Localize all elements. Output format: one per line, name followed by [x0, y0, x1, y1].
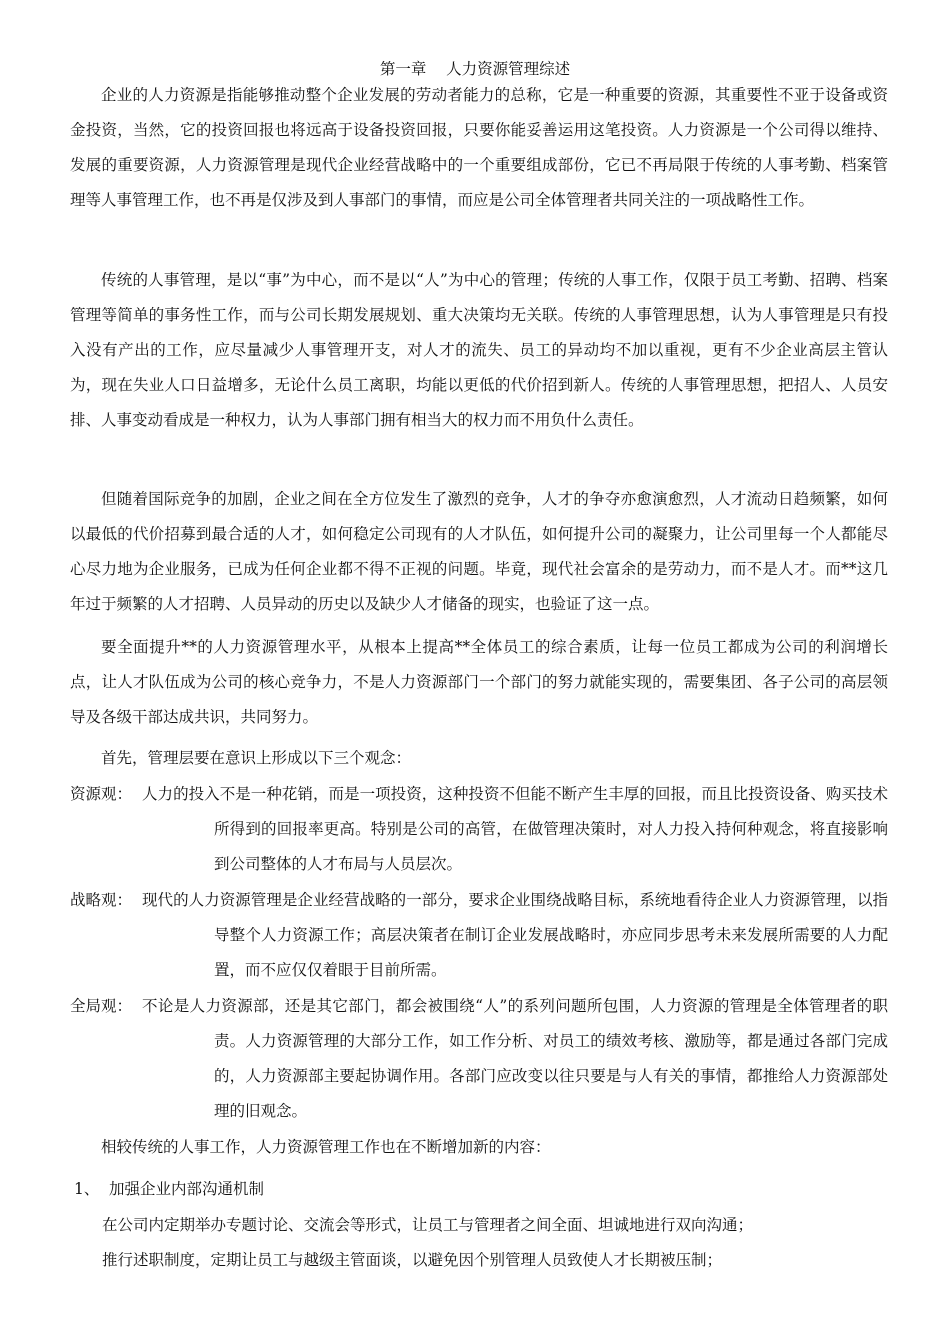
concept-text: 人力的投入不是一种花销，而是一项投资，这种投资不但能不断产生丰厚的回报，而且比投资设备、购买技术所得到的回报率更高。特别是公司的高管，在做管理决策时，对人力投入持何种观念，将直接影响到公司整体的人才布局与人员层次。 [142, 785, 888, 873]
paragraph-goal: 要全面提升**的人力资源管理水平，从根本上提高**全体员工的综合素质，让每一位员工都成为公司的利润增长点，让人才队伍成为公司的核心竞争力，不是人力资源部门一个部门的努力就能实现的，需要集团、各子公司的高层领导及各级干部达成共识，共同努力。 [70, 638, 888, 726]
paragraph-competition: 但随着国际竞争的加剧，企业之间在全方位发生了激烈的竞争，人才的争夺亦愈演愈烈，人才流动日趋频繁，如何以最低的代价招募到最合适的人才，如何稳定公司现有的人才队伍，如何提升公司的凝聚力，让公司里每一个人都能尽心尽力地为企业服务，已成为任何企业都不得不正视的问题。毕竟，现代社会富余的是劳动力，而不是人才。而**这几年过于频繁的人才招聘、人员异动的历史以及缺少人才储备的现实，也验证了这一点。 [70, 490, 888, 613]
paragraph-new-content: 相较传统的人事工作，人力资源管理工作也在不断增加新的内容： [101, 1138, 551, 1156]
paragraph-traditional-hr: 传统的人事管理，是以“事”为中心，而不是以“人”为中心的管理；传统的人事工作，仅限于员工考勤、招聘、档案管理等简单的事务性工作，而与公司长期发展规划、重大决策均无关联。传统的人事管理思想，认为人事管理是只有投入没有产出的工作，应尽量减少人事管理开支，对人才的流失、员工的异动均不加以重视，更有不少企业高层主管认为，现在失业人口日益增多，无论什么员工离职，均能以更低的代价招到新人。传统的人事管理思想，把招人、人员安排、人事变动看成是一种权力，认为人事部门拥有相当大的权力而不用负什么责任。 [70, 271, 888, 429]
concept-label: 战略观： [70, 891, 133, 909]
list-subitem: 在公司内定期举办专题讨论、交流会等形式，让员工与管理者之间全面、坦诚地进行双向沟通； [102, 1216, 754, 1234]
paragraph-intro: 企业的人力资源是指能够推动整个企业发展的劳动者能力的总称，它是一种重要的资源，其重要性不亚于设备或资金投资，当然，它的投资回报也将远高于设备投资回报，只要你能妥善运用这笔投资。人力资源是一个公司得以维持、发展的重要资源，人力资源管理是现代企业经营战略中的一个重要组成部份，它已不再局限于传统的人事考勤、档案管理等人事管理工作，也不再是仅涉及到人事部门的事情，而应是公司全体管理者共同关注的一项战略性工作。 [70, 86, 888, 209]
chapter-title: 第一章 人力资源管理综述 [379, 60, 571, 78]
concept-resource [70, 777, 888, 882]
concept-text: 不论是人力资源部，还是其它部门，都会被围绕“人”的系列问题所包围，人力资源的管理是全体管理者的职责。人力资源管理的大部分工作，如工作分析、对员工的绩效考核、激励等，都是通过各部门完成的，人力资源部主要起协调作用。各部门应改变以往只要是与人有关的事情，都推给人力资源部处理的旧观念。 [142, 997, 888, 1120]
concept-strategy [70, 883, 888, 988]
concept-global [70, 989, 888, 1129]
list-heading: 加强企业内部沟通机制 [108, 1180, 264, 1198]
concept-label: 资源观： [70, 785, 133, 803]
list-item-1 [74, 1172, 264, 1207]
paragraph-three-concepts-intro: 首先，管理层要在意识上形成以下三个观念： [101, 749, 412, 767]
concept-text: 现代的人力资源管理是企业经营战略的一部分，要求企业围绕战略目标，系统地看待企业人力资源管理，以指导整个人力资源工作；高层决策者在制订企业发展战略时，亦应同步思考未来发展所需要的人力配置，而不应仅仅着眼于目前所需。 [142, 891, 888, 979]
concept-label: 全局观： [70, 997, 133, 1015]
list-number: 1、 [74, 1180, 100, 1198]
list-subitem: 推行述职制度，定期让员工与越级主管面谈，以避免因个别管理人员致使人才长期被压制； [102, 1251, 723, 1269]
